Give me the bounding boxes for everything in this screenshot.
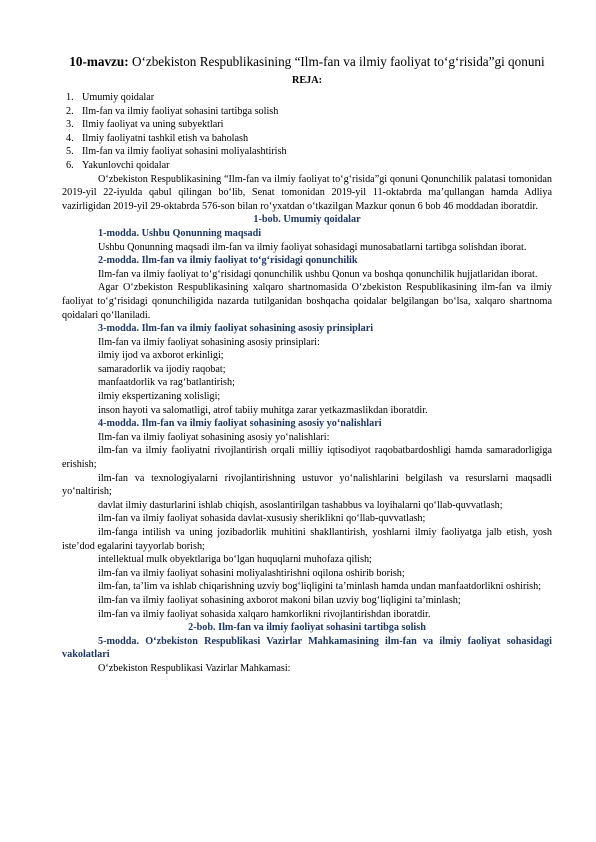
article-paragraph: ilmiy ijod va axborot erkinligi; — [98, 350, 224, 362]
article-paragraph: intellektual mulk obyektlariga bo‘lgan huquqlarni muhofaza qilish; — [98, 554, 372, 566]
article-paragraph: samaradorlik va ijodiy raqobat; — [98, 363, 226, 375]
article-paragraph: ilm-fan va ilmiy faoliyat sohasida davlat-xususiy sheriklikni qo‘llab-quvvatlash; — [98, 513, 426, 525]
plan-item — [62, 105, 552, 119]
plan-item-text: Ilm-fan va ilmiy faoliyat sohasini tartibga solish — [82, 105, 279, 117]
plan-item — [62, 145, 552, 159]
article-paragraph: manfaatdorlik va rag‘batlantirish; — [98, 377, 235, 389]
article-heading: 4-modda. Ilm-fan va ilmiy faoliyat sohasining asosiy yo‘nalishlari — [98, 418, 382, 430]
document-page — [62, 54, 552, 676]
plan-item — [62, 118, 552, 132]
article-paragraph: Ilm-fan va ilmiy faoliyat sohasining asosiy prinsiplari: — [98, 336, 320, 348]
article-paragraph: ilm-fan va ilmiy faoliyat sohasida xalqaro hamkorlikni rivojlantirishdan iboratdir. — [98, 608, 431, 620]
article-paragraph: inson hayoti va salomatligi, atrof tabiiy muhitga zarar yetkazmaslikdan iboratdir. — [98, 404, 428, 416]
article-paragraph: ilm-fan va texnologiyalarni rivojlantirishning ustuvor yo‘nalishlarini belgilash va resurslarni maqsadli yo‘naltirish; — [62, 472, 552, 498]
plan-item-text: Ilmiy faoliyat va uning subyektlari — [82, 119, 224, 131]
plan-list — [62, 91, 552, 173]
article-paragraph: Ilm-fan va ilmiy faoliyat sohasining asosiy yo‘nalishlari: — [98, 431, 330, 443]
article-paragraph: ilm-fan va ilmiy faoliyat sohasining axborot makoni bilan uzviy bog‘liqligini ta’minlash; — [98, 594, 461, 606]
plan-item-number: 2. — [66, 105, 74, 117]
plan-item-text: Ilmiy faoliyatni tashkil etish va baholash — [82, 132, 249, 144]
plan-item-number: 5. — [66, 146, 74, 158]
plan-item-number: 4. — [66, 132, 74, 144]
plan-item — [62, 159, 552, 173]
article-paragraph: ilm-fan va ilmiy faoliyatni rivojlantirish orqali milliy iqtisodiyot raqobatbardoshligi hamda samaradorligiga erishish; — [62, 445, 552, 471]
article-heading: 2-modda. Ilm-fan va ilmiy faoliyat to‘g‘risidagi qonunchilik — [98, 255, 358, 267]
plan-item — [62, 132, 552, 146]
title-topic-label: 10-mavzu: — [69, 54, 129, 69]
article-heading: 3-modda. Ilm-fan va ilmiy faoliyat sohasining asosiy prinsiplari — [98, 323, 374, 335]
document-title — [62, 54, 552, 70]
article-paragraph: ilm-fan, ta’lim va ishlab chiqarishning uzviy bog‘liqligini ta’minlash hamda undan manfaatdorlikni oshirish; — [98, 581, 542, 593]
article-paragraph: ilm-fanga intilish va uning jozibadorlik muhitini shakllantirish, yoshlarni ilmiy faoliyatga jalb etish, yosh iste’dod egalarini tayyorlab borish; — [62, 527, 552, 552]
article-paragraph: O‘zbekiston Respublikasi Vazirlar Mahkamasi: — [98, 662, 291, 674]
article-paragraph: Agar O‘zbekiston Respublikasining xalqaro shartnomasida O‘zbekiston Respublikasining ilm-fan va ilmiy faoliyat to‘g‘risidagi qonunchiligida nazarda tutilganidan boshqacha qoidalar belgilangan bo‘lsa, xalqaro shartnoma qoidalari qo‘llaniladi. — [62, 282, 552, 321]
plan-item-number: 3. — [66, 119, 74, 131]
plan-item-text: Yakunlovchi qoidalar — [82, 159, 170, 171]
article-heading: 1-modda. Ushbu Qonunning maqsadi — [98, 227, 262, 239]
plan-item-number: 1. — [66, 92, 74, 103]
article-paragraph: Ilm-fan va ilmiy faoliyat to‘g‘risidagi qonunchilik ushbu Qonun va boshqa qonunchilik hujjatlaridan iborat. — [98, 268, 538, 280]
article-paragraph: ilm-fan va ilmiy faoliyat sohasini moliyalashtirishni oqilona oshirib borish; — [98, 567, 405, 579]
plan-item-text: Ilm-fan va ilmiy faoliyat sohasini moliyalashtirish — [82, 146, 287, 158]
plan-item — [62, 91, 552, 105]
chapter-heading: 2-bob. Ilm-fan va ilmiy faoliyat sohasini tartibga solish — [188, 622, 426, 634]
article-paragraph: davlat ilmiy dasturlarini ishlab chiqish, asoslantirilgan tashabbus va loyihalarni qo‘llab-quvvatlash; — [98, 499, 503, 511]
article-paragraph: ilmiy ekspertizaning xolisligi; — [98, 391, 221, 403]
article-heading: 5-modda. O‘zbekiston Respublikasi Vazirlar Mahkamasining ilm-fan va ilmiy faoliyat sohasidagi vakolatlari — [62, 635, 552, 661]
plan-item-text: Umumiy qoidalar — [82, 92, 155, 103]
plan-item-number: 6. — [66, 159, 74, 171]
chapter-heading: 1-bob. Umumiy qoidalar — [253, 214, 361, 226]
plan-heading: REJA: — [292, 75, 322, 86]
article-paragraph: Ushbu Qonunning maqsadi ilm-fan va ilmiy faoliyat sohasidagi munosabatlarni tartibga solishdan iborat. — [98, 241, 527, 253]
title-text: O‘zbekiston Respublikasining “Ilm-fan va ilmiy faoliyat to‘g‘risida”gi qonuni — [128, 54, 545, 69]
intro-paragraph: O‘zbekiston Respublikasining “Ilm-fan va ilmiy faoliyat to‘g‘risida”gi qonuni Qonunchilik palatasi tomonidan 2019-yil 22-iyulda qabul qilingan bo‘lib, Senat tomonidan 2019-yil 11-oktabrda ma’qullangan hamda Adliya vazirligidan 2019-yil 29-oktabrda 576-son bilan ro‘yxatdan o‘tkazilgan Mazkur qonun 6 bob 46 moddadan iboratdir. — [62, 173, 552, 212]
